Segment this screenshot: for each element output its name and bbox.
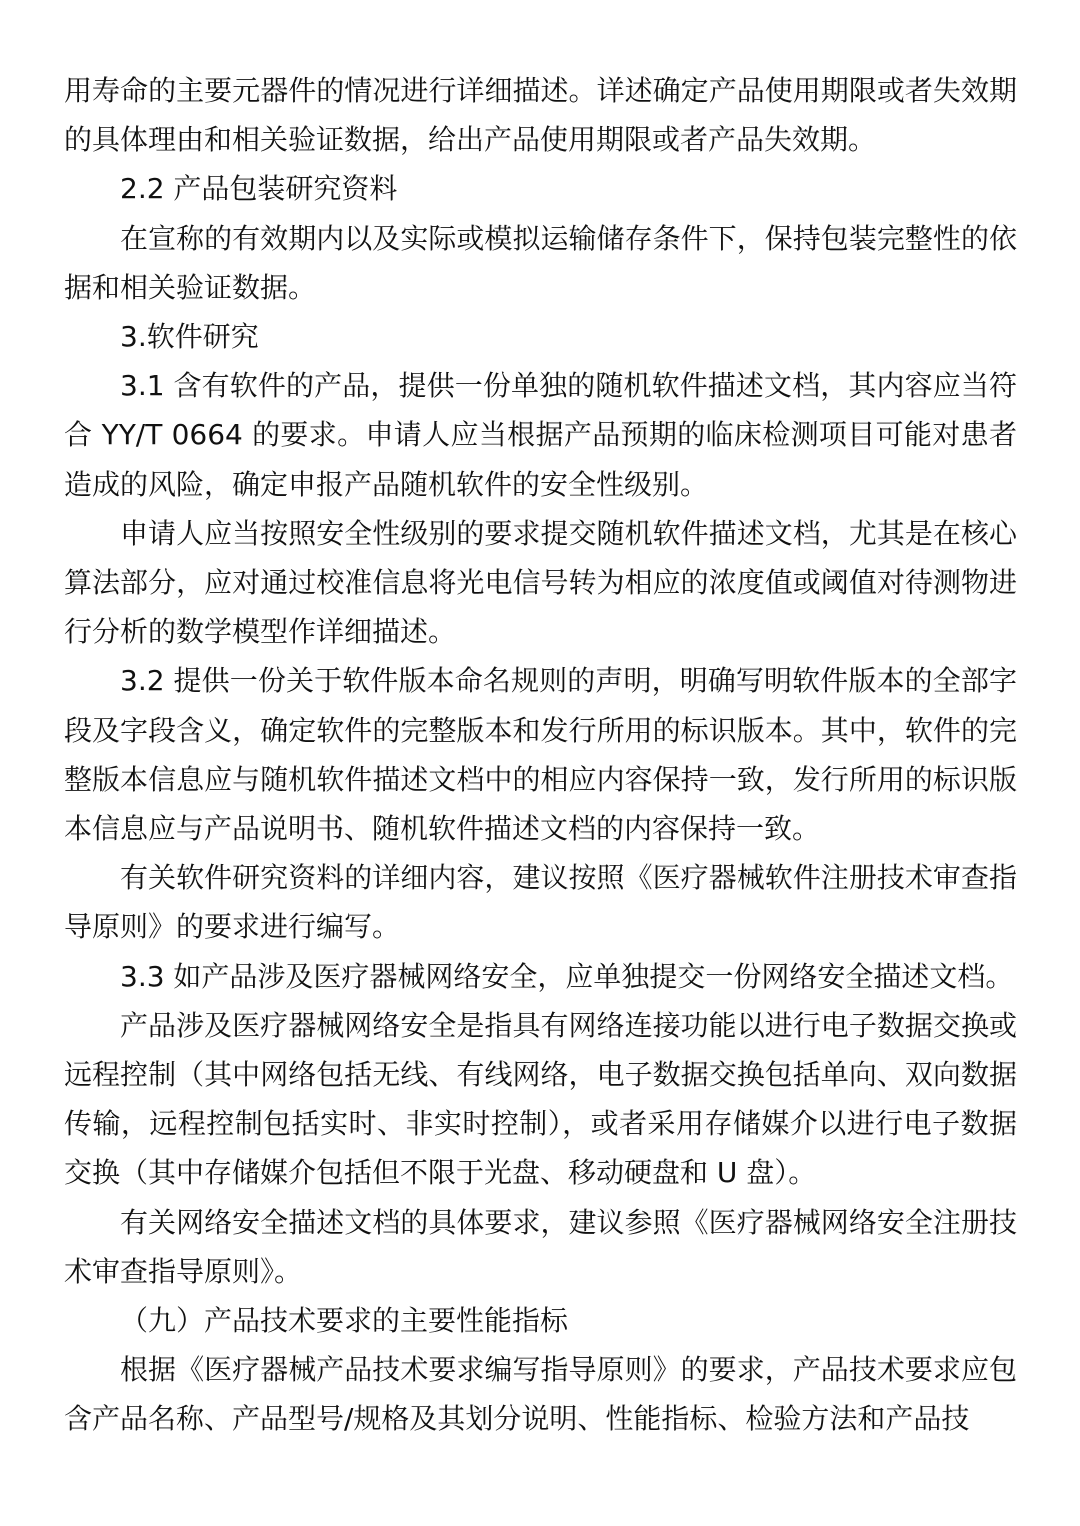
paragraph-software-guideline: 有关软件研究资料的详细内容，建议按照《医疗器械软件注册技术审查指导原则》的要求进行编写。 bbox=[64, 861, 1017, 944]
paragraph-network-3-3: 3.3 如产品涉及医疗器械网络安全，应单独提交一份网络安全描述文档。 bbox=[120, 959, 1014, 993]
heading-software-research: 3.软件研究 bbox=[120, 320, 259, 354]
heading-packaging-research: 2.2 产品包装研究资料 bbox=[120, 172, 398, 206]
heading-technical-requirements: （九）产品技术要求的主要性能指标 bbox=[120, 1304, 569, 1338]
paragraph-software-3-2: 3.2 提供一份关于软件版本命名规则的声明，明确写明软件版本的全部字段及字段含义，确定软件的完整版本和发行所用的标识版本。其中，软件的完整版本信息应与随机软件描述文档中的相应内容保持一致，发行所用的标识版本信息应与产品说明书、随机软件描述文档的内容保持一致。 bbox=[64, 664, 1017, 846]
paragraph-packaging-integrity: 在宣称的有效期内以及实际或模拟运输储存条件下，保持包装完整性的依据和相关验证数据。 bbox=[64, 221, 1017, 304]
paragraph-continuation: 用寿命的主要元器件的情况进行详细描述。详述确定产品使用期限或者失效期的具体理由和相关验证数据，给出产品使用期限或者产品失效期。 bbox=[64, 74, 1017, 157]
paragraph-software-3-1: 3.1 含有软件的产品，提供一份单独的随机软件描述文档，其内容应当符合 YY/T 0664 的要求。申请人应当根据产品预期的临床检测项目可能对患者造成的风险，确定申报产品随机软件的安全性级别。 bbox=[64, 369, 1017, 501]
paragraph-technical-requirements: 根据《医疗器械产品技术要求编写指导原则》的要求，产品技术要求应包含产品名称、产品型号/规格及其划分说明、性能指标、检验方法和产品技 bbox=[64, 1353, 1017, 1436]
paragraph-software-safety-level: 申请人应当按照安全性级别的要求提交随机软件描述文档，尤其是在核心算法部分，应对通过校准信息将光电信号转为相应的浓度值或阈值对待测物进行分析的数学模型作详细描述。 bbox=[64, 516, 1017, 649]
paragraph-network-definition: 产品涉及医疗器械网络安全是指具有网络连接功能以进行电子数据交换或远程控制（其中网络包括无线、有线网络，电子数据交换包括单向、双向数据传输，远程控制包括实时、非实时控制），或者采用存储媒介以进行电子数据交换（其中存储媒介包括但不限于光盘、移动硬盘和 U 盘）。 bbox=[64, 1008, 1017, 1190]
document-page bbox=[64, 66, 1017, 1444]
paragraph-network-guideline: 有关网络安全描述文档的具体要求，建议参照《医疗器械网络安全注册技术审查指导原则》。 bbox=[64, 1205, 1017, 1288]
